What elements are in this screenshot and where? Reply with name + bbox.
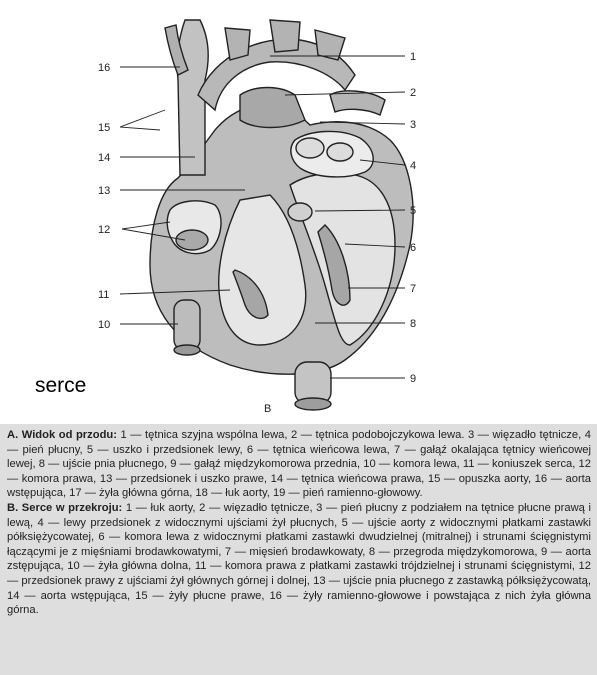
callout-8: 8	[410, 318, 417, 330]
callout-5: 5	[410, 205, 417, 217]
callout-13: 13	[98, 185, 111, 197]
legend-section-a	[7, 428, 591, 501]
caption-word: serce	[35, 374, 87, 397]
callout-14: 14	[98, 152, 111, 164]
legend-section-a-text: 1 — tętnica szyjna wspólna lewa, 2 — tętnica podobojczykowa lewa. 3 — więzadło tętnicze, 4 — pień płucny, 5 — uszko i przedsionek lewy, 6 — tętnica wieńcowa lewa, 7 — gałąź okalająca tętnicy wieńcowej lewej, 8 — ujście pnia płucnego, 9 — gałąź międzykomorowa przednia, 10 — komora lewa, 11 — koniuszek serca, 12 — komora prawa, 13 — przedsionek i uszko prawe, 14 — tętnica wieńcowa prawa, 15 — opuszka aorty, 16 — aorta wstępująca, 17 — żyła główna górna, 18 — łuk aorty, 19 — pień ramienno-głowowy.	[7, 429, 591, 500]
legend-box	[0, 424, 597, 675]
callout-7: 7	[410, 283, 417, 295]
legend-section-b	[7, 501, 591, 618]
callout-15: 15	[98, 122, 111, 134]
callout-2: 2	[410, 87, 417, 99]
callout-1: 1	[410, 51, 417, 63]
callout-10: 10	[98, 319, 111, 331]
legend-section-b-heading: B. Serce w przekroju:	[7, 501, 123, 514]
callout-11: 11	[98, 289, 110, 301]
callout-16: 16	[98, 62, 111, 74]
legend-section-a-heading: A. Widok od przodu:	[7, 429, 117, 441]
callout-3: 3	[410, 119, 417, 131]
heart-drawing	[150, 20, 413, 410]
callout-12: 12	[98, 224, 111, 236]
callout-6: 6	[410, 242, 417, 254]
callout-4: 4	[410, 160, 417, 172]
callout-9: 9	[410, 373, 417, 385]
panel-letter: B	[264, 403, 272, 415]
legend-section-b-text: 1 — łuk aorty, 2 — więzadło tętnicze, 3 — pień płucny z podziałem na tętnice płucne prawą i lewą, 4 — lewy przedsionek z widocznymi ujściami żył płucnych, 5 — ujście aorty z widocznymi płatkami zastawki półksiężycowatej, 6 — komora lewa z widocznymi płatkami zastawki dwudzielnej (mitralnej) i strunami ścięgnistymi łączącymi je z mięśniami brodawkowatymi, 7 — mięsień brodawkowaty, 8 — przegroda międzykomorowa, 9 — aorta zstępująca, 10 — żyła główna dolna, 11 — komora prawa z płatkami zastawki trójdzielnej i strunami ścięgnistymi, 12 — przedsionek prawy z ujściami żył głównych górnej i dolnej, 13 — ujście pnia płucnego z zastawką półksiężycowatą, 14 — aorta wstępująca, 15 — żyły płucne prawe, 16 — żyły ramienno-głowowe i powstająca z nich żyła główna górna.	[7, 501, 591, 617]
